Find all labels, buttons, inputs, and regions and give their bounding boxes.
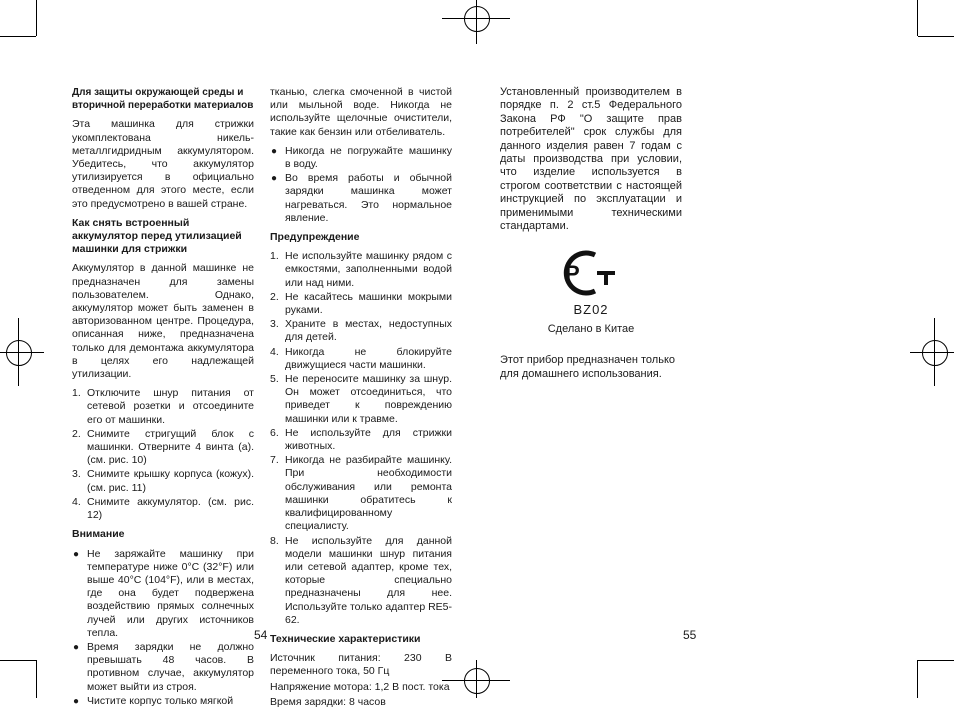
cleaning-continued: тканью, слегка смоченной в чистой или мыльной воде. Никогда не используйте щелочные очистители, такие как бензин или отбеливатель. (270, 86, 452, 138)
left-column (72, 86, 254, 714)
middle-column (270, 86, 452, 715)
crop-mark (36, 660, 37, 698)
warnings-list (270, 250, 452, 627)
page-number-right: 55 (683, 628, 697, 642)
warning-item: 8. Не используйте для данной модели машинки шнур питания или сетевой адаптер, кроме тех, которые специально предназначены для нее. Используйте только адаптер RE5-62. (270, 534, 453, 626)
care-item: ● Во время работы и обычной зарядки машинка может нагреваться. Это нормальное явление. (271, 172, 452, 224)
rst-certification-logo (555, 249, 627, 297)
warning-item: 2. Не касайтесь машинки мокрыми руками. (270, 290, 452, 317)
crop-mark (36, 0, 37, 36)
warning-item: 5. Не переносите машинку за шнур. Он может отсоединиться, что приведет к повреждению машинки или к травме. (270, 373, 452, 425)
crop-mark (917, 0, 918, 36)
warning-item: 7. Никогда не разбирайте машинку. При необходимости обслуживания или ремонта машинки обратитесь к квалифицированному специалисту. (270, 454, 452, 533)
crop-mark (0, 36, 36, 37)
step-item: 4. Снимите аккумулятор. (см. рис. 12) (72, 495, 254, 522)
care-list (270, 145, 452, 225)
crop-mark (918, 36, 954, 37)
step-item: 3. Снимите крышку корпуса (кожух). (см. рис. 11) (72, 468, 254, 494)
env-text: Эта машинка для стрижки укомплектована никель-металлгидридным аккумулятором. Убедитесь, что аккумулятор утилизируется в официально отведенном для этого месте, если это предусмотрено в вашей стране. (72, 118, 254, 210)
spec-motor: Напряжение мотора: 1,2 В пост. тока (270, 680, 450, 693)
service-life-text: Установленный производителем в порядке п. 2 ст.5 Федерального Закона РФ "О защите прав потребителей" срок службы для данного изделия равен 7 годам с даты производства при условии, что изделие используется в строгом соответствии с настоящей инструкцией по эксплуатации и применимыми техническими стандартами. (500, 86, 682, 233)
page-number-left: 54 (254, 628, 268, 642)
cert-code: BZ02 (573, 302, 609, 318)
right-column (500, 86, 682, 387)
attention-heading: Внимание (72, 528, 125, 541)
crop-mark (0, 660, 36, 661)
made-in-label: Сделано в Китае (547, 322, 635, 335)
specs-heading: Технические характеристики (270, 632, 421, 645)
attention-item: ● Время зарядки не должно превышать 48 часов. В противном случае, аккумулятор может выйти из строя. (73, 640, 254, 693)
care-item: ● Никогда не погружайте машинку в воду. (271, 144, 452, 171)
spec-charge-time: Время зарядки: 8 часов (270, 695, 386, 708)
attention-item: ● Не заряжайте машинку при температуре ниже 0°С (32°F) или выше 40°С (104°F), или в местах, где она будет подвержена воздействию прямых солнечных лучей или других источников тепла. (73, 547, 254, 639)
crop-mark (917, 660, 918, 698)
spec-power: Источник питания: 230 В переменного тока, 50 Гц (270, 652, 452, 678)
removal-steps (72, 387, 254, 522)
step-item: 2. Снимите стригущий блок с машинки. Отверните 4 винта (а). (см. рис. 10) (72, 427, 254, 467)
attention-list (72, 548, 254, 708)
crop-mark (918, 660, 954, 661)
remove-battery-heading: Как снять встроенный аккумулятор перед утилизацией машинки для стрижки (72, 216, 242, 256)
env-heading: Для защиты окружающей среды и вторичной переработки материалов (72, 87, 254, 112)
warning-item: 4. Никогда не блокируйте движущиеся части машинки. (270, 345, 452, 371)
attention-item: ● Чистите корпус только мягкой (73, 694, 234, 707)
warning-item: 6. Не используйте для стрижки животных. (270, 426, 452, 453)
warning-item: 1. Не используйте машинку рядом с емкостями, заполненными водой или над ними. (270, 250, 452, 289)
step-item: 1. Отключите шнур питания от сетевой розетки и отсоедините его от машинки. (72, 387, 254, 426)
remove-battery-text: Аккумулятор в данной машинке не предназначен для замены пользователем. Однако, аккумулятор может быть заменен в авторизованном центре. Процедура, описанная ниже, предназначена только для демонтажа аккумулятора в целях его надлежащей утилизации. (72, 262, 254, 381)
household-use-text: Этот прибор предназначен только для домашнего использования. (500, 354, 676, 380)
svg-text:P: P (565, 261, 580, 287)
warning-item: 3. Храните в местах, недоступных для детей. (270, 318, 452, 344)
warnings-heading: Предупреждение (270, 231, 360, 244)
